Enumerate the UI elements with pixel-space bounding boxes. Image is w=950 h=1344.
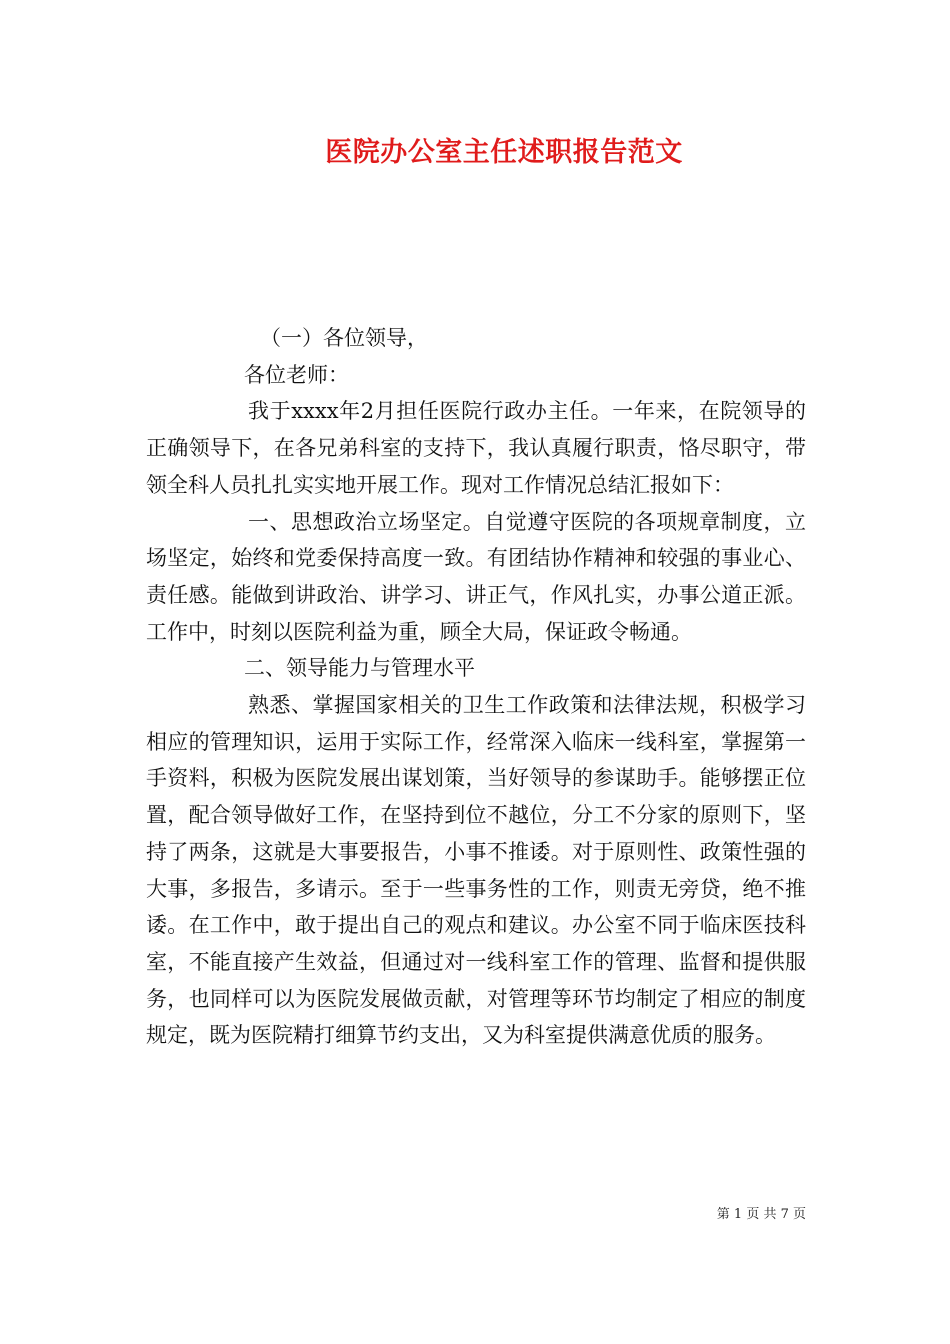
document-title: 医院办公室主任述职报告范文 (325, 137, 683, 168)
greeting-line-1: （一）各位领导， (260, 326, 428, 350)
body-paragraph-1: 我于xxxx年2月担任医院行政办主任。一年来，在院领导的正确领导下，在各兄弟科室的支持下，我认真履行职责，恪尽职守，带领全科人员扎扎实实地开展工作。现对工作情况总结汇报如下： (146, 399, 806, 497)
section-2-paragraph: 熟悉、掌握国家相关的卫生工作政策和法律法规，积极学习相应的管理知识，运用于实际工作，经常深入临床一线科室，掌握第一手资料，积极为医院发展出谋划策，当好领导的参谋助手。能够摆正位置，配合领导做好工作，在坚持到位不越位，分工不分家的原则下，坚持了两条，这就是大事要报告，小事不推诿。对于原则性、政策性强的大事，多报告，多请示。至于一些事务性的工作，则责无旁贷，绝不推诿。在工作中，敢于提出自己的观点和建议。办公室不同于临床医技科室，不能直接产生效益，但通过对一线科室工作的管理、监督和提供服务，也同样可以为医院发展做贡献，对管理等环节均制定了相应的制度规定，既为医院精打细算节约支出，又为科室提供满意优质的服务。 (146, 693, 806, 1048)
section-2-heading: 二、领导能力与管理水平 (244, 656, 475, 681)
body-paragraph-2: 一、思想政治立场坚定。自觉遵守医院的各项规章制度，立场坚定，始终和党委保持高度一致。有团结协作精神和较强的事业心、责任感。能做到讲政治、讲学习、讲正气，作风扎实，办事公道正派。工作中，时刻以医院利益为重，顾全大局，保证政令畅通。 (146, 509, 806, 644)
page-number-footer: 第 1 页 共 7 页 (716, 1207, 806, 1222)
document-body (146, 320, 806, 1054)
greeting-line-2: 各位老师： (244, 362, 349, 387)
